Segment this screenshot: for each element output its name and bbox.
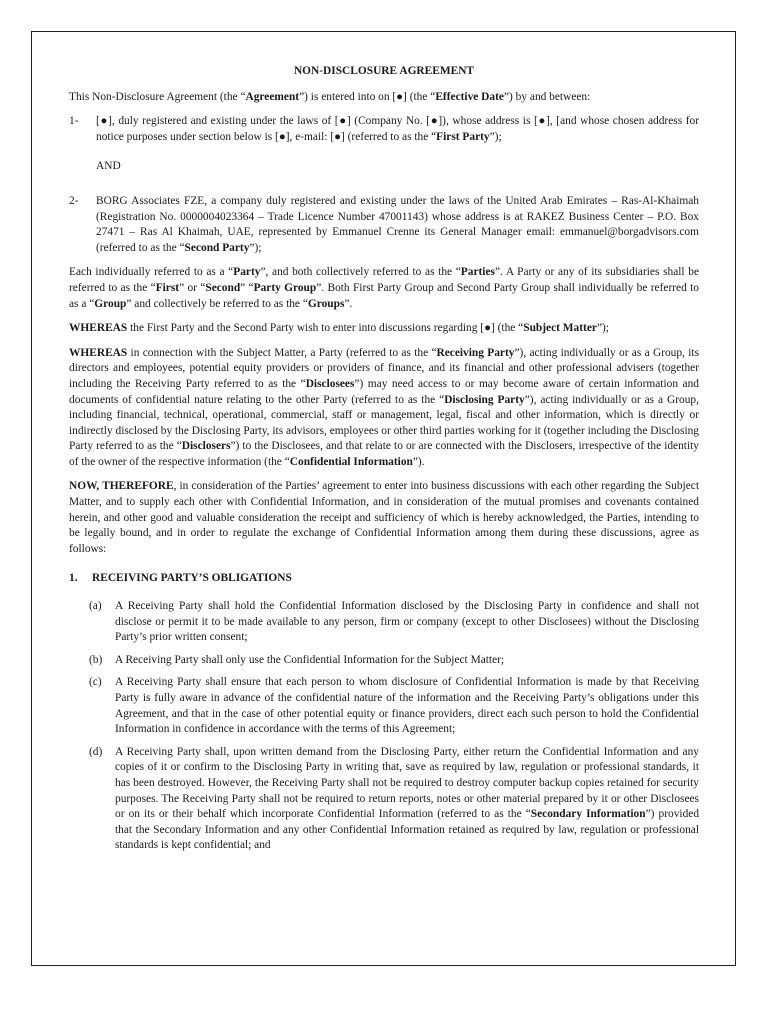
and-separator: AND [96,160,121,173]
clause-text: A Receiving Party shall hold the Confidential Information disclosed by the Disclosing Party in confidence and shall not disclose or permit it to be made available to any person, firm or company (except to other Disclosees) without the Disclosing Party’s prior written consent; [115,600,699,644]
clause-item-c [89,675,699,737]
now-therefore-paragraph: NOW, THEREFORE, in consideration of the Parties’ agreement to enter into business discussions with each other regarding the Subject Matter, and to supply each other with Confidential Information, and in consideration of the mutual promises and covenants contained herein, and other good and valuable consideration the receipt and sufficiency of which is hereby acknowledged, the Parties, intending to be legally bound, and in order to regulate the exchange of Confidential Information among them during these discussions, agree as follows: [69,480,699,555]
clause-text: BORG Associates FZE, a company duly registered and existing under the laws of the United Arab Emirates – Ras-Al-Khaimah (Registration No. 0000004023364 – Trade Licence Number 47001143) whose address is at RAKEZ Business Center – P.O. Box 27471 – Ras Al Khaimah, UAE, represented by Emmanuel Crenne its General Manager email: emmanuel@borgadvisors.com (referred to as the “Second Party”); [96,194,699,254]
document-body [69,64,699,861]
intro-paragraph: This Non-Disclosure Agreement (the “Agreement”) is entered into on [●] (the “Effective Date”) by and between: [69,90,591,103]
clause-number: 1- [69,115,79,128]
clause-label: (a) [89,600,102,613]
second-party-clause [69,194,699,256]
clause-text: [●], duly registered and existing under the laws of [●] (Company No. [●]), whose address is [●], [and whose chosen address for notice purposes under section below is [●], e-mail: [●] (referred to as the “First Party”); [96,115,699,143]
clause-item-d [89,745,699,854]
clause-item-a [89,599,699,646]
clause-number: 2- [69,194,79,207]
first-party-clause [69,114,699,145]
document-title: NON-DISCLOSURE AGREEMENT [293,65,475,77]
clause-text: A Receiving Party shall, upon written demand from the Disclosing Party, either return the Confidential Information and any copies of it or confirm to the Disclosing Party in writing that, save as required by law, regulation or professional standards, it has been destroyed. However, the Receiving Party shall not be required to destroy computer backup copies retained for security purposes. The Receiving Party shall not be required to return reports, notes or other material prepared by it or other Disclosees or on its or their behalf which incorporate Confidential Information (referred to as the “Secondary Information”) provided that the Secondary Information and any other Confidential Information retained as required by law, regulation or professional standards is kept confidential; and [115,745,700,852]
parties-definition-paragraph: Each individually referred to as a “Party”, and both collectively referred to as the “Parties”. A Party or any of its subsidiaries shall be referred to as the “First” or “Second” “Party Group”. Both First Party Group and Second Party Group shall individually be referred to as a “Group” and collectively be referred to as the “Groups”. [69,266,699,310]
clause-label: (b) [89,653,103,666]
clause-label: (d) [89,745,103,758]
clause-label: (c) [89,676,102,689]
clause-item-b [89,653,699,669]
whereas-paragraph-2: WHEREAS in connection with the Subject Matter, a Party (referred to as the “Receiving Party”), acting individually or as a Group, its directors and employees, potential equity providers or providers of finance, and its financial and other professional advisers (together including the Receiving Party referred to as the “Disclosees”) may need access to or may become aware of certain information and documents of confidential nature relating to the other Party (referred to as the “Disclosing Party”), acting individually or as a Group, including financial, technical, operational, commercial, staff or management, legal, fiscal and other information, which is directly or indirectly disclosed by the Disclosing Party, its advisors, employees or other third parties working for it (together including the Disclosing Party referred to as the “Disclosers”) to the Disclosees, and that relate to or are connected with the Disclosers, irrespective of the identity of the owner of the respective information (the “Confidential Information”). [69,346,699,468]
whereas-paragraph-1: WHEREAS the First Party and the Second Party wish to enter into discussions regarding [●] (the “Subject Matter”); [69,322,609,335]
section-title: RECEIVING PARTY’S OBLIGATIONS [92,572,292,585]
clause-text: A Receiving Party shall ensure that each person to whom disclosure of Confidential Information is made by that Receiving Party is fully aware in advance of the confidential nature of the information and the Receiving Party’s obligations under this Agreement, and that in the case of other potential equity or finance providers, direct each such person to hold the Confidential Information in confidence in accordance with the terms of this Agreement; [115,676,699,736]
section-heading [69,571,699,587]
clause-text: A Receiving Party shall only use the Confidential Information for the Subject Matter; [115,653,505,666]
section-number: 1. [69,572,78,585]
